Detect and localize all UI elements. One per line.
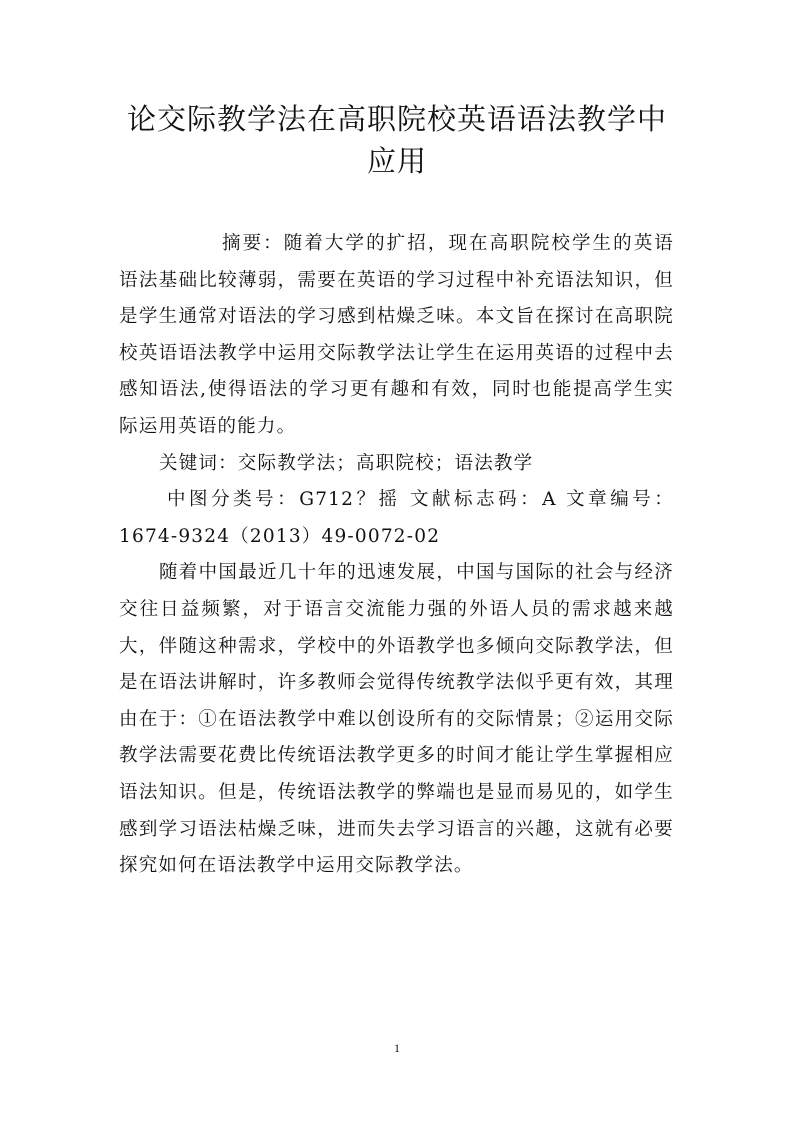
abstract-paragraph: 摘要：随着大学的扩招，现在高职院校学生的英语语法基础比较薄弱，需要在英语的学习过程中补充语法知识，但是学生通常对语法的学习感到枯燥乏味。本文旨在探讨在高职院校英语语法教学中运用交际教学法让学生在运用英语的过程中去感知语法,使得语法的学习更有趣和有效，同时也能提高学生实际运用英语的能力。: [119, 233, 674, 437]
page-title: [108, 98, 686, 182]
classification-line: 中图分类号：G712？摇 文献标志码：A 文章编号：1674-9324（2013）49-0072-02: [119, 489, 674, 547]
page-title-line-1: 论交际教学法在高职院校英语语法教学中: [126, 102, 667, 136]
page-number: 1: [394, 1041, 400, 1055]
keywords-line: 关键词：交际教学法；高职院校；语法教学: [159, 452, 534, 474]
page-title-line-2: 应用: [366, 144, 427, 178]
body-paragraph: 随着中国最近几十年的迅速发展，中国与国际的社会与经济交往日益频繁，对于语言交流能力强的外语人员的需求越来越大，伴随这种需求，学校中的外语教学也多倾向交际教学法，但是在语法讲解时，许多教师会觉得传统教学法似乎更有效，其理由在于：①在语法教学中难以创设所有的交际情景；②运用交际教学法需要花费比传统语法教学更多的时间才能让学生掌握相应语法知识。但是，传统语法教学的弊端也是显而易见的，如学生感到学习语法枯燥乏味，进而失去学习语言的兴趣，这就有必要探究如何在语法教学中运用交际教学法。: [119, 562, 674, 877]
document-body: [119, 226, 674, 885]
